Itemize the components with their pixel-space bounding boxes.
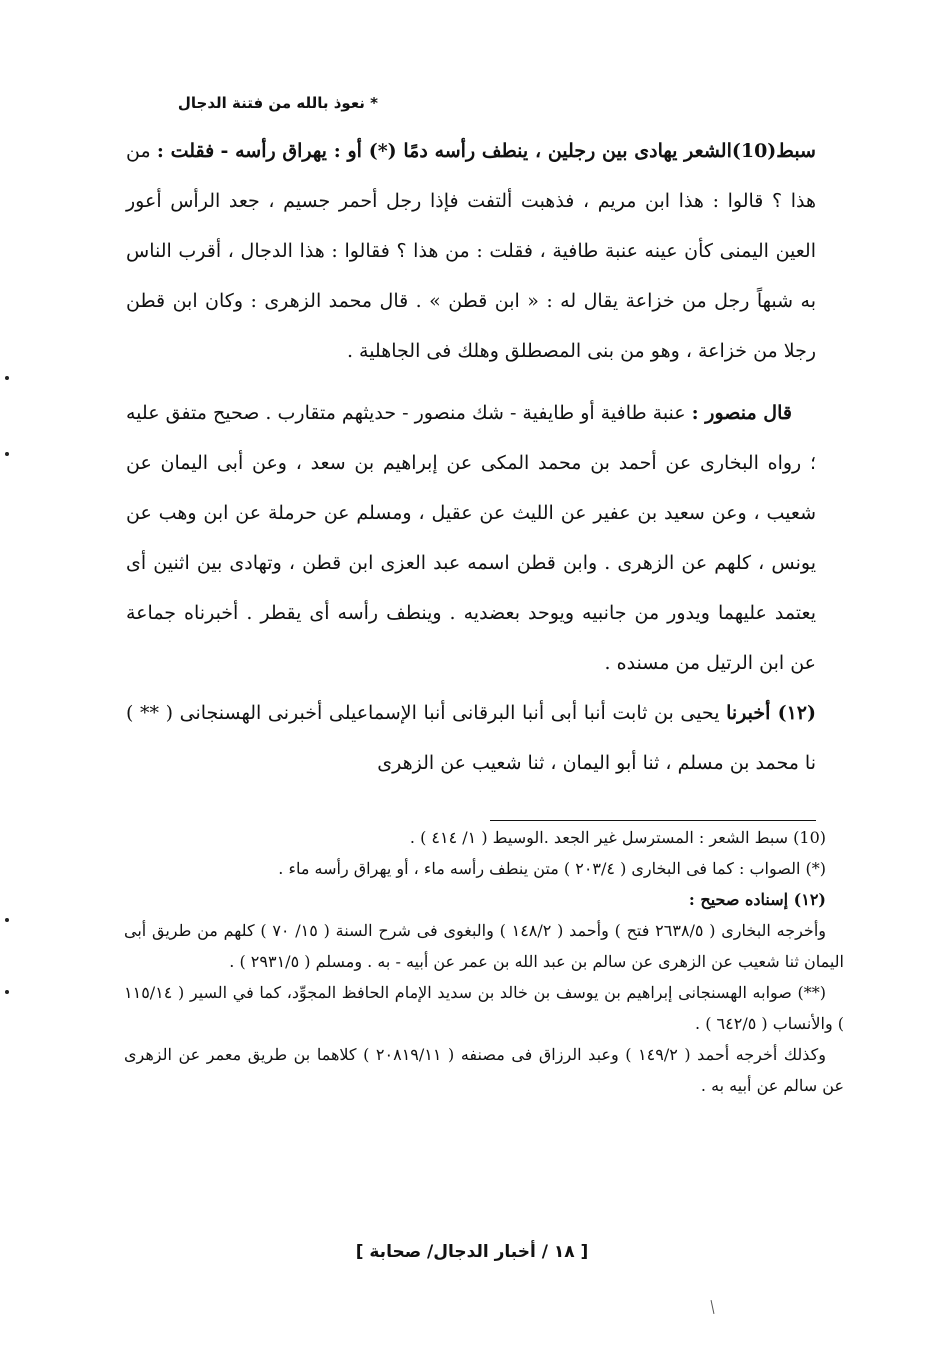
footnote-separator [490,820,816,821]
scan-margin-dot [5,918,9,922]
page-folio: [ ١٨ / أخبار الدجال/ صحابة ] [355,1242,589,1262]
paragraph-2-text: عنبة طافية أو طايفية - شك منصور - حديثهم متقارب . صحيح متفق عليه ؛ رواه البخارى عن أحمد بن محمد المكى عن إبراهيم بن سعد ، وعن أبى اليمان عن شعيب ، وعن سعيد بن عفير عن الليث عن عقيل ، ومسلم عن حرملة عن ابن وهب عن يونس ، كلهم عن الزهرى . وابن قطن اسمه عبد العزى ابن قطن ، وتهادى بين اثنين أى يعتمد عليهما ويدور من جانبيه ويوحد بعضديه . وينطف رأسه أى يقطر . أخبرناه جماعة عن ابن الرتيل من مسنده . [126,402,816,674]
footnotes [124,822,844,1101]
scan-margin-dot [5,452,9,456]
footnote-12-text-1: وأخرجه البخارى ( ٢٦٣٨/٥ فتح ) وأحمد ( ١٤٨/٢ ) والبغوى فى شرح السنة ( ١٥/ ٧٠ ) كلهم من طريق أبى اليمان ثنا شعيب عن الزهرى عن سالم بن عبد الله بن عمر عن أبيه - به . ومسلم ( ٢٩٣١/٥ ) . [124,921,844,971]
footnote-10: (10) سبط الشعر : المسترسل غير الجعد .الوسيط ( ١/ ٤١٤ ) . [409,828,826,847]
paragraph-1-lead: فقلت : [156,140,215,162]
scan-margin-dot [5,376,9,380]
main-text [126,126,816,788]
footnote-star: (*) الصواب : كما فى البخارى ( ٢٠٣/٤ ) متن ينطف رأسه ماء ، أو يهراق رأسه ماء . [278,859,826,878]
paragraph-2 [126,388,816,688]
paragraph-1-text: من هذا ؟ قالوا : هذا ابن مريم ، فذهبت ألتفت فإذا رجل أحمر جسيم ، جعد الرأس أعور العين اليمنى كأن عينه عنبة طافية ، فقلت : من هذا ؟ فقالوا : هذا الدجال ، أقرب الناس به شبهاً رجل من خزاعة يقال له : « ابن قطن » . قال محمد الزهرى : وكان ابن قطن رجلا من خزاعة ، وهو من بنى المصطلق وهلك فى الجاهلية . [126,140,816,362]
footnote-12-heading: (١٢) إسناده صحيح : [688,890,826,909]
paragraph-3-lead: (١٢) أخبرنا [726,702,816,724]
footnote-double-star: (**) صوابه الهسنجانى إبراهيم بن يوسف بن خالد بن سديد الإمام الحافظ المجوِّد، كما في السير ( ١١٥/١٤ ) والأنساب ( ٦٤٢/٥ ) . [124,983,844,1033]
scan-margin-mark [711,1300,715,1314]
paragraph-1 [126,126,816,376]
paragraph-1-first-line: سبط(10)الشعر يهادى بين رجلين ، ينطف رأسه دمًا (*) أو : يهراق رأسه - [220,140,816,162]
paragraph-3 [126,688,816,788]
footnote-12-text-2: وكذلك أخرجه أحمد ( ١٤٩/٢ ) وعبد الرزاق فى مصنفه ( ٢٠٨١٩/١١ ) كلاهما بن طريق معمر عن الزهرى عن سالم عن أبيه به . [124,1045,844,1095]
running-head: * نعوذ بالله من فتنة الدجال [177,94,378,112]
scan-margin-dot [5,990,9,994]
paragraph-3-text: يحيى بن ثابت أنبا أبى أنبا البرقانى أنبا الإسماعيلى أخبرنى الهسنجانى ( ** ) نا محمد بن مسلم ، ثنا أبو اليمان ، ثنا شعيب عن الزهرى [126,702,816,774]
paragraph-2-lead: قال منصور : [691,402,792,424]
